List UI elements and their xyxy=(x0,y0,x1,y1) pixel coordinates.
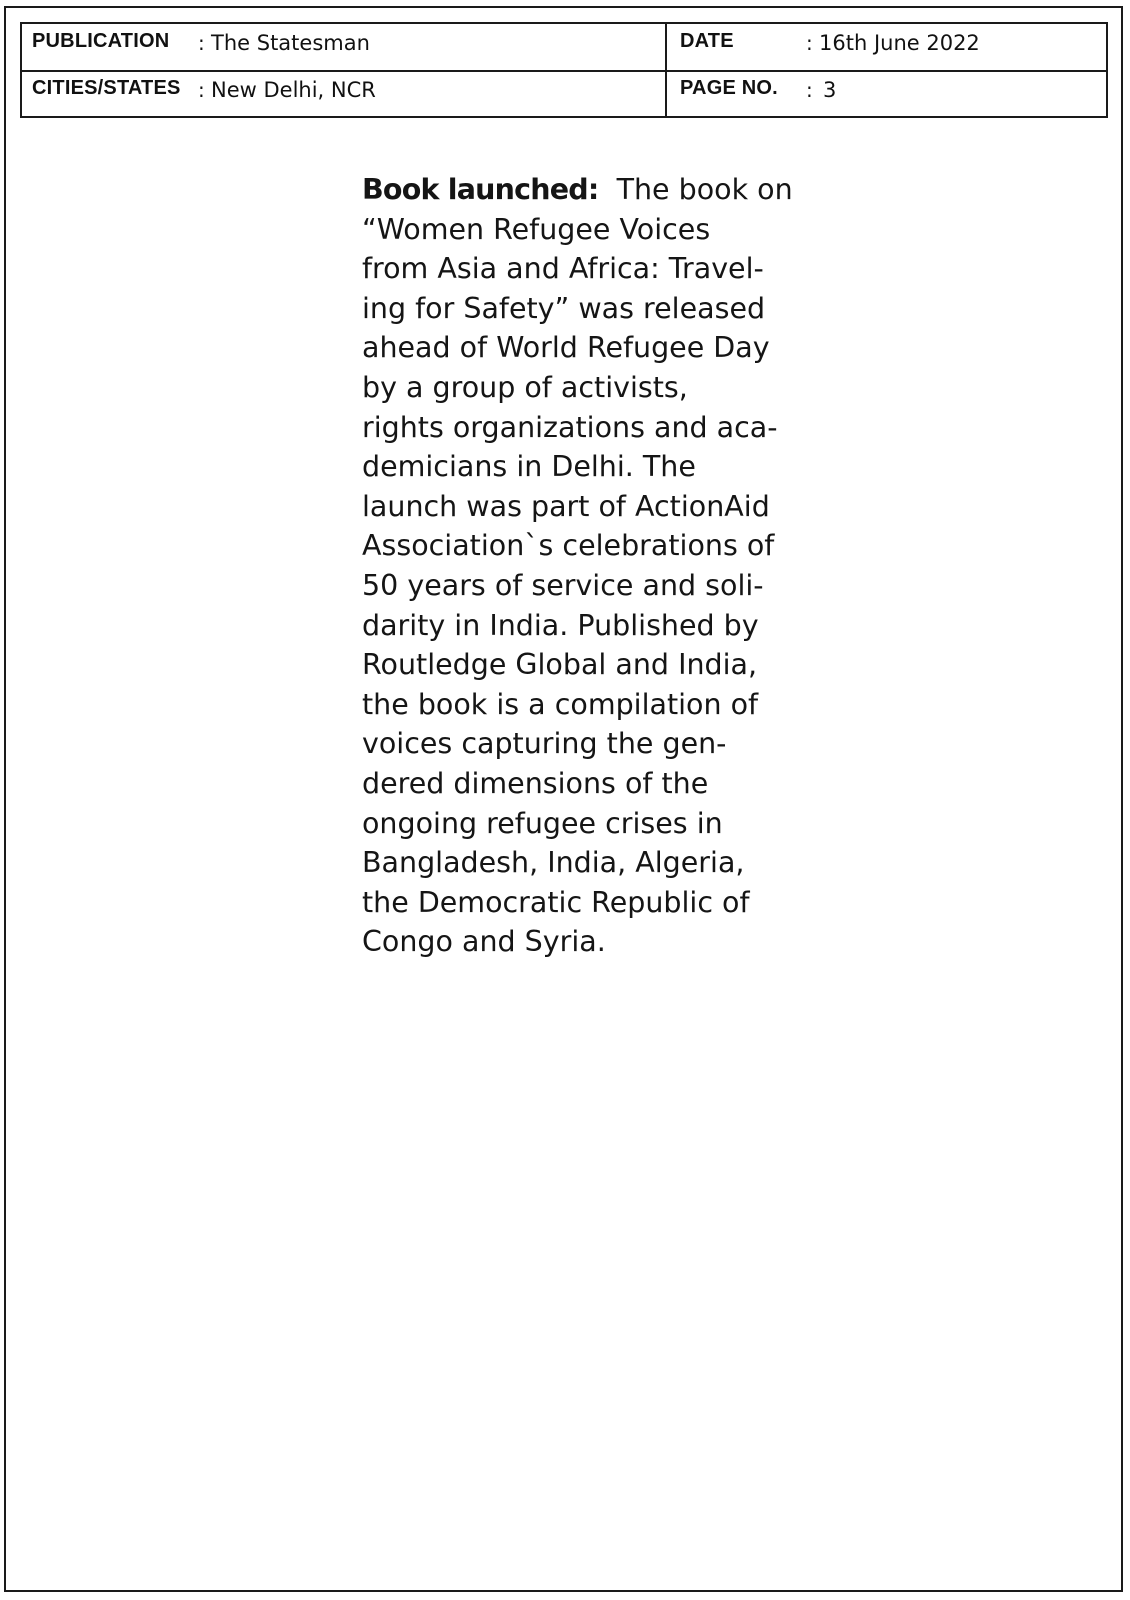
article-line: ongoing refugee crises in xyxy=(362,806,723,840)
article-line: by a group of activists, xyxy=(362,370,688,404)
publication-label: PUBLICATION xyxy=(32,30,170,52)
article-line: Congo and Syria. xyxy=(362,925,606,959)
article-line: voices capturing the gen- xyxy=(362,727,727,761)
cities-label: CITIES/STATES xyxy=(32,77,181,99)
metadata-row-publication xyxy=(22,24,1106,72)
article-line: rights organizations and aca- xyxy=(362,410,778,444)
article-line: darity in India. Published by xyxy=(362,608,759,642)
metadata-column-divider xyxy=(665,71,667,117)
clipping-metadata-table xyxy=(20,22,1108,118)
date-value: 16th June 2022 xyxy=(819,31,980,55)
article-line: “Women Refugee Voices xyxy=(362,212,711,246)
article-line: from Asia and Africa: Travel- xyxy=(362,252,764,286)
article-lead-in: Book launched: xyxy=(362,173,599,206)
article-line xyxy=(362,170,812,210)
date-label: DATE xyxy=(680,30,734,52)
article-line: Routledge Global and India, xyxy=(362,648,758,682)
article-line: 50 years of service and soli- xyxy=(362,568,764,602)
article-line: demicians in Delhi. The xyxy=(362,450,696,484)
article-line: the Democratic Republic of xyxy=(362,885,750,919)
article-text: The book on xyxy=(616,173,793,206)
article-line: Bangladesh, India, Algeria, xyxy=(362,846,745,880)
cities-value: New Delhi, NCR xyxy=(211,78,376,102)
publication-colon: : xyxy=(198,31,205,55)
publication-value: The Statesman xyxy=(211,31,370,55)
page-number-colon: : xyxy=(806,78,813,102)
date-colon: : xyxy=(806,31,813,55)
article-line: ing for Safety” was released xyxy=(362,291,766,325)
article-line: ahead of World Refugee Day xyxy=(362,331,770,365)
article-line: launch was part of ActionAid xyxy=(362,489,770,523)
article-line: dered dimensions of the xyxy=(362,766,709,800)
article-line: the book is a compilation of xyxy=(362,687,759,721)
page-number-label: PAGE NO. xyxy=(680,77,778,99)
page-number-value: 3 xyxy=(823,78,837,102)
metadata-row-cities xyxy=(22,71,1106,117)
metadata-column-divider xyxy=(665,24,667,70)
news-article xyxy=(362,170,812,962)
cities-colon: : xyxy=(198,78,205,102)
article-line: Association`s celebrations of xyxy=(362,529,775,563)
